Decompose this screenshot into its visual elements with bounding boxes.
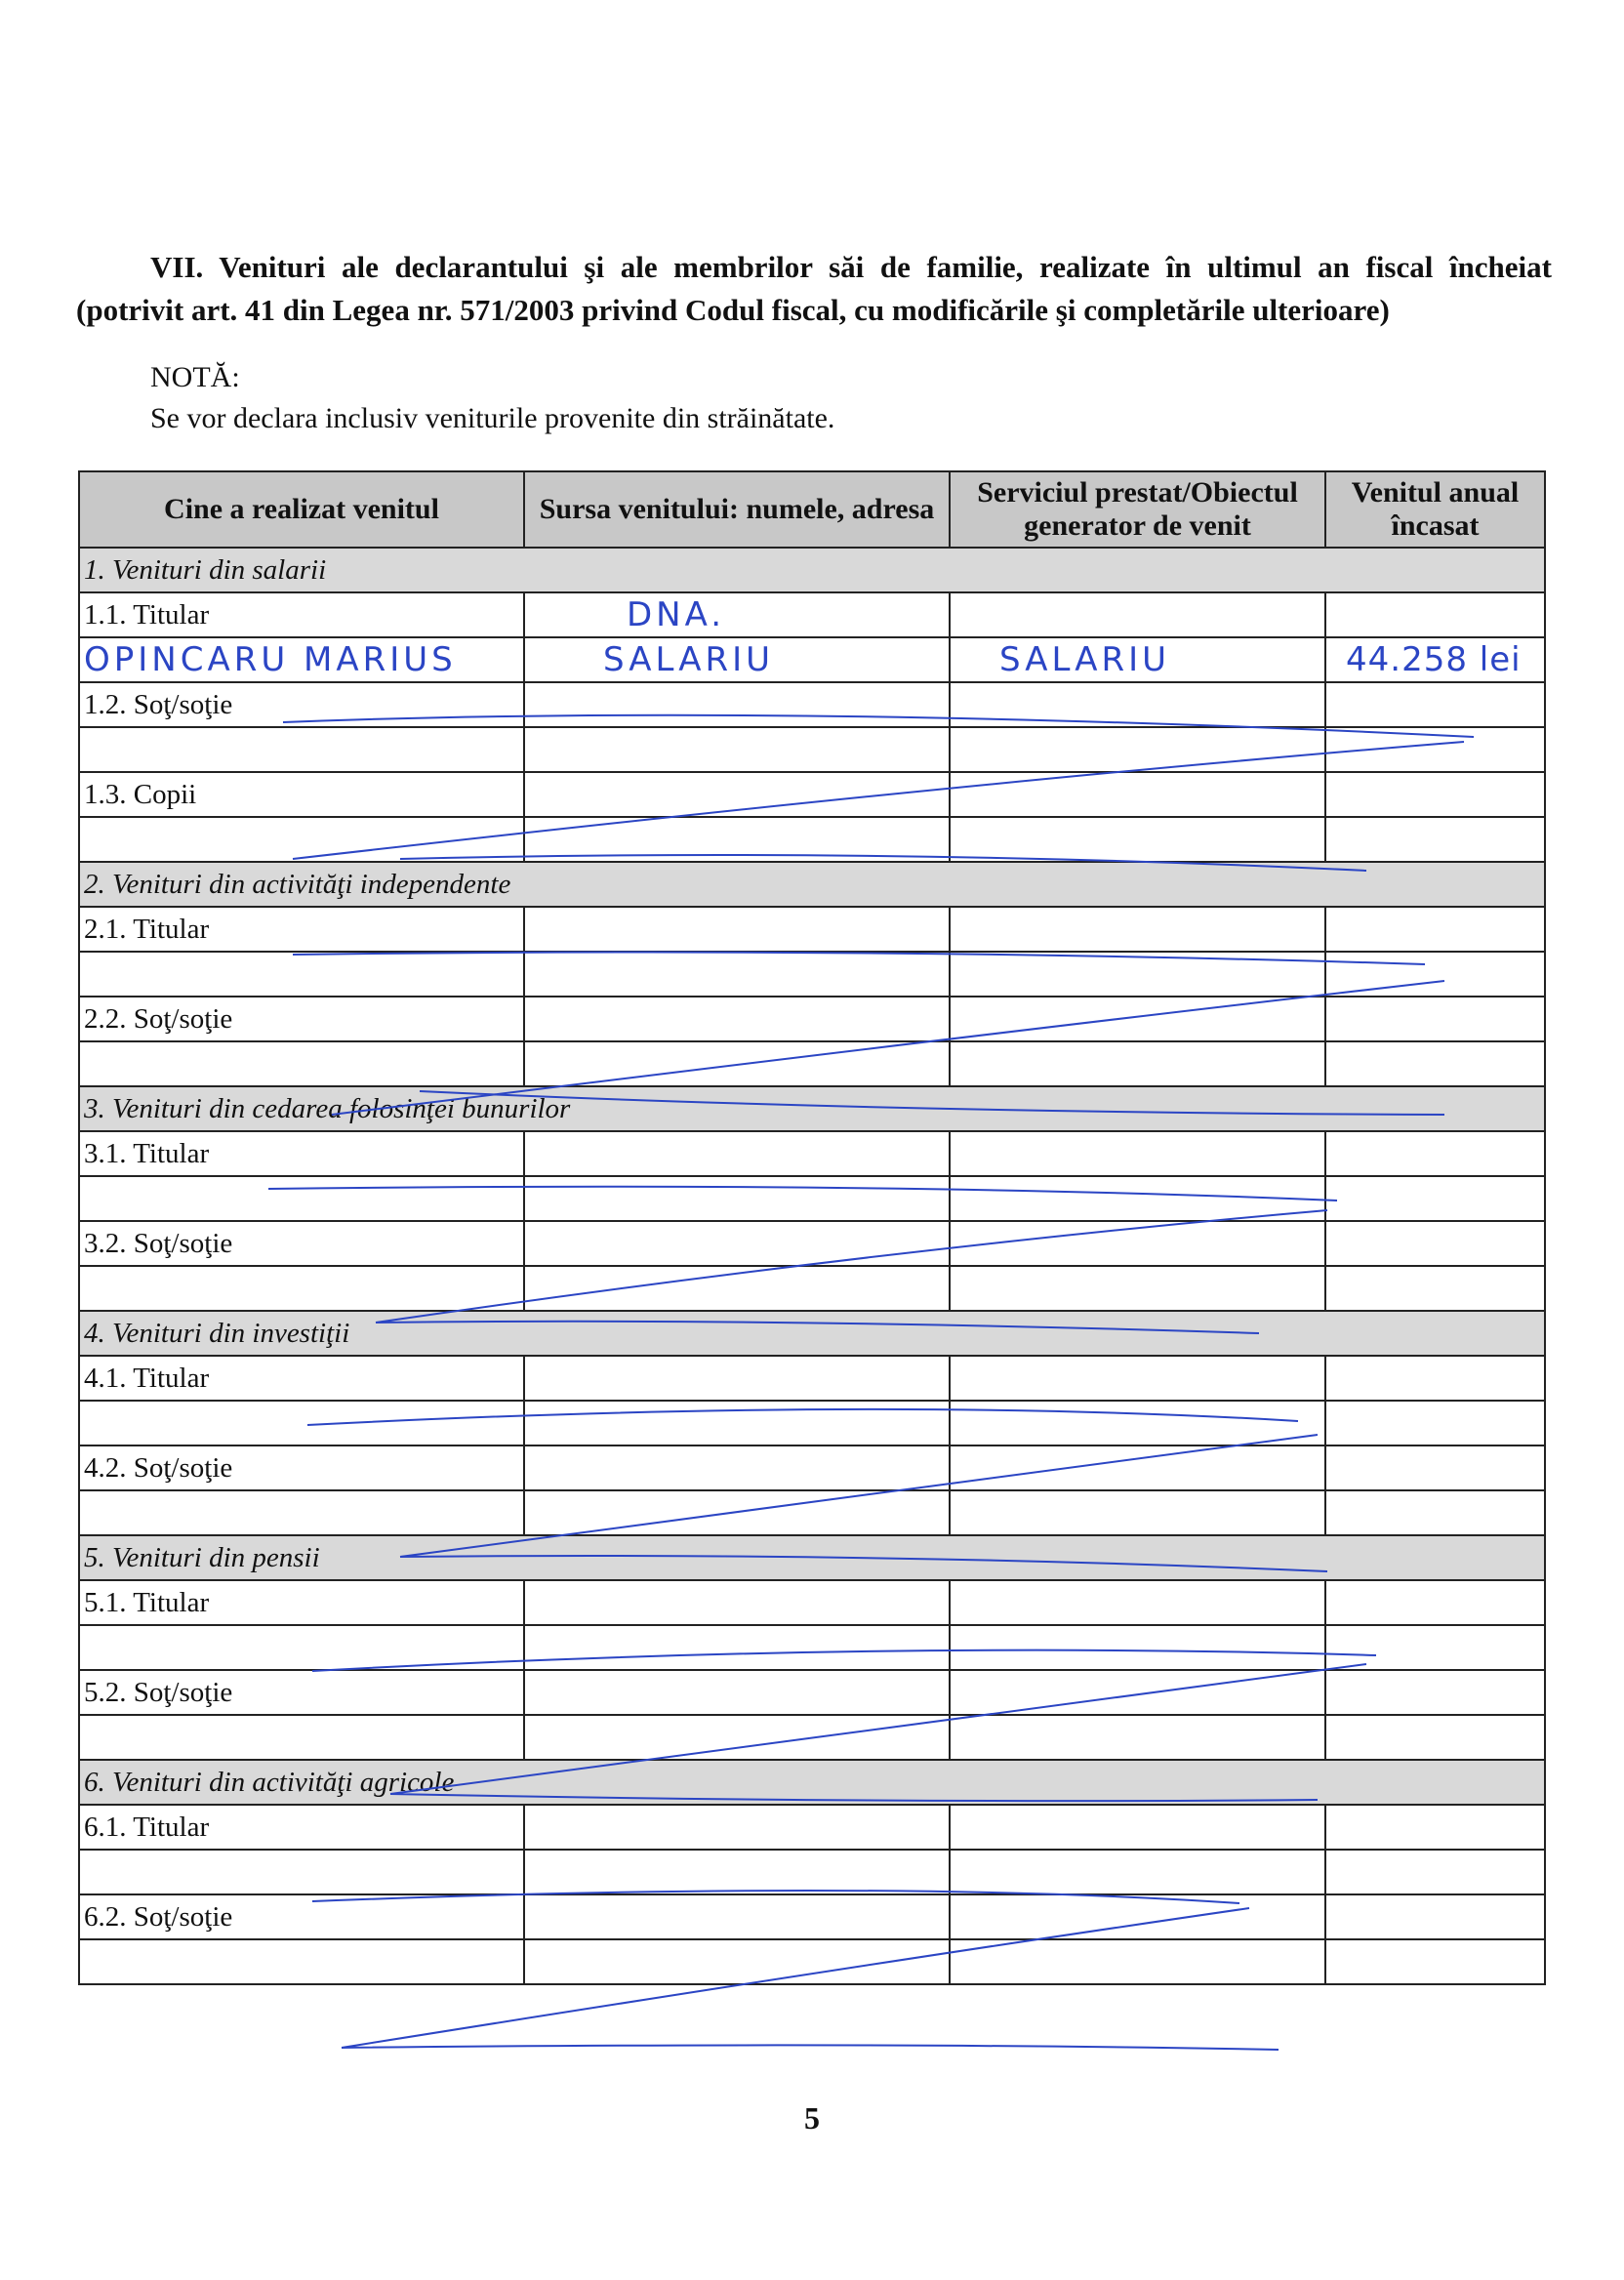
cell[interactable] [524,817,950,862]
cell[interactable] [524,997,950,1041]
section-row [79,1311,1545,1356]
cell[interactable] [1325,1401,1545,1445]
cell[interactable] [950,1266,1325,1311]
cell[interactable] [524,1131,950,1176]
section-title: 5. Venituri din pensii [79,1535,1545,1580]
cell[interactable] [1325,1850,1545,1894]
handwritten-amount[interactable]: 44.258 lei [1325,637,1545,682]
section-row [79,548,1545,592]
row-label: 6.1. Titular [79,1805,524,1850]
cell[interactable] [524,1356,950,1401]
handwritten-name[interactable]: OPINCARU MARIUS [79,637,524,682]
cell[interactable] [79,1401,524,1445]
header-who: Cine a realizat venitul [79,471,524,548]
cell[interactable] [1325,1221,1545,1266]
cell[interactable] [524,727,950,772]
cell[interactable] [79,727,524,772]
cell[interactable] [950,1580,1325,1625]
cell[interactable] [524,1850,950,1894]
cell[interactable] [1325,1131,1545,1176]
nota-block [150,357,834,439]
header-annual-income: Venitul anual încasat [1325,471,1545,548]
section-title: 6. Venituri din activităţi agricole [79,1760,1545,1805]
cell[interactable] [950,1356,1325,1401]
table-row [79,1041,1545,1086]
row-label: 1.1. Titular [79,592,524,637]
table-row [79,772,1545,817]
cell[interactable] [950,952,1325,997]
cell[interactable] [79,1041,524,1086]
row-label: 5.2. Soţ/soţie [79,1670,524,1715]
row-label: 1.3. Copii [79,772,524,817]
cell[interactable] [524,772,950,817]
section-title: 2. Venituri din activităţi independente [79,862,1545,907]
cell[interactable] [79,817,524,862]
cell[interactable] [950,907,1325,952]
cell[interactable] [524,1176,950,1221]
table-row [79,1356,1545,1401]
section-title: 4. Venituri din investiţii [79,1311,1545,1356]
section-title: 1. Venituri din salarii [79,548,1545,592]
cell[interactable] [524,682,950,727]
cell[interactable] [1325,1356,1545,1401]
cell[interactable] [524,1445,950,1490]
table-header-row [79,471,1545,548]
nota-text: Se vor declara inclusiv veniturile provenite din străinătate. [150,402,835,434]
section-row [79,1760,1545,1805]
cell[interactable] [524,1580,950,1625]
cell[interactable] [950,1490,1325,1535]
table-row [79,997,1545,1041]
row-label: 3.1. Titular [79,1131,524,1176]
cell[interactable] [524,1221,950,1266]
cell[interactable] [950,592,1325,637]
cell[interactable] [524,907,950,952]
cell[interactable] [1325,1580,1545,1625]
cell[interactable] [79,1266,524,1311]
cell[interactable] [1325,682,1545,727]
header-service: Serviciul prestat/Obiectul generator de venit [950,471,1325,548]
cell[interactable] [950,1805,1325,1850]
row-label: 4.1. Titular [79,1356,524,1401]
cell[interactable] [524,1490,950,1535]
table-row [79,637,1545,682]
cell[interactable] [950,1445,1325,1490]
cell[interactable] [1325,1176,1545,1221]
cell[interactable] [79,1625,524,1670]
cell[interactable] [1325,1625,1545,1670]
cell[interactable] [950,817,1325,862]
cell[interactable] [524,1894,950,1939]
cell[interactable] [79,1939,524,1984]
row-label: 3.2. Soţ/soţie [79,1221,524,1266]
cell[interactable] [524,1715,950,1760]
row-label: 5.1. Titular [79,1580,524,1625]
handwritten-service[interactable]: SALARIU [950,637,1325,682]
cell[interactable] [1325,592,1545,637]
cell[interactable] [1325,1041,1545,1086]
table-row [79,592,1545,637]
table-row [79,1131,1545,1176]
cell[interactable] [1325,772,1545,817]
table-row [79,1894,1545,1939]
cell[interactable] [1325,1670,1545,1715]
cell[interactable] [950,1715,1325,1760]
cell[interactable] [950,997,1325,1041]
cell[interactable] [524,1041,950,1086]
cell[interactable] [524,1266,950,1311]
table-row [79,727,1545,772]
table-row [79,1580,1545,1625]
cell[interactable] [524,1401,950,1445]
row-label: 6.2. Soţ/soţie [79,1894,524,1939]
cell[interactable] [950,1221,1325,1266]
cell[interactable] [1325,1805,1545,1850]
page-number: 5 [804,2100,820,2136]
cell[interactable] [950,1939,1325,1984]
handwritten-source-line-1[interactable]: DNA. [524,592,950,637]
row-label: 2.2. Soţ/soţie [79,997,524,1041]
row-label: 2.1. Titular [79,907,524,952]
table-row [79,1401,1545,1445]
cell[interactable] [1325,1939,1545,1984]
cell[interactable] [524,952,950,997]
table-row [79,1490,1545,1535]
cell[interactable] [950,1131,1325,1176]
table-row [79,1670,1545,1715]
heading-line-1: VII. Venituri ale declarantului şi ale membrilor săi de familie, realizate în ultimul an fiscal încheiat [150,250,1552,284]
header-source: Sursa venitului: numele, adresa [524,471,950,548]
heading-line-2: (potrivit art. 41 din Legea nr. 571/2003 privind Codul fiscal, cu modificările şi completările ulterioare) [76,293,1390,327]
table-row [79,1221,1545,1266]
cell[interactable] [950,1041,1325,1086]
cell[interactable] [950,1625,1325,1670]
cell[interactable] [950,727,1325,772]
cell[interactable] [1325,1894,1545,1939]
cell[interactable] [1325,997,1545,1041]
cell[interactable] [524,1625,950,1670]
cell[interactable] [524,1805,950,1850]
cell[interactable] [950,1894,1325,1939]
cell[interactable] [950,682,1325,727]
row-label: 1.2. Soţ/soţie [79,682,524,727]
cell[interactable] [524,1670,950,1715]
cell[interactable] [1325,727,1545,772]
section-title: 3. Venituri din cedarea folosinţei bunurilor [79,1086,1545,1131]
cell[interactable] [79,1850,524,1894]
table-row [79,952,1545,997]
nota-title: NOTĂ: [150,361,240,393]
cell[interactable] [1325,1715,1545,1760]
cell[interactable] [1325,817,1545,862]
cell[interactable] [950,1176,1325,1221]
handwritten-source[interactable]: SALARIU [524,637,950,682]
cell[interactable] [950,1850,1325,1894]
row-label: 4.2. Soţ/soţie [79,1445,524,1490]
section-row [79,862,1545,907]
cell[interactable] [1325,952,1545,997]
section-row [79,1086,1545,1131]
table-row [79,1266,1545,1311]
table-row [79,682,1545,727]
section-heading [76,246,1552,332]
cell[interactable] [79,952,524,997]
table-row [79,1625,1545,1670]
cell[interactable] [79,1715,524,1760]
cell[interactable] [1325,1445,1545,1490]
cell[interactable] [950,1670,1325,1715]
cell[interactable] [950,772,1325,817]
cell[interactable] [524,1939,950,1984]
table-row [79,1715,1545,1760]
table-row [79,1850,1545,1894]
cell[interactable] [950,1401,1325,1445]
table-row [79,1176,1545,1221]
table-row [79,1939,1545,1984]
table-row [79,1805,1545,1850]
cell[interactable] [79,1490,524,1535]
cell[interactable] [1325,907,1545,952]
table-row [79,1445,1545,1490]
cell[interactable] [79,1176,524,1221]
cell[interactable] [1325,1266,1545,1311]
table-row [79,907,1545,952]
table-row [79,817,1545,862]
income-table [78,470,1546,1985]
cell[interactable] [1325,1490,1545,1535]
section-row [79,1535,1545,1580]
